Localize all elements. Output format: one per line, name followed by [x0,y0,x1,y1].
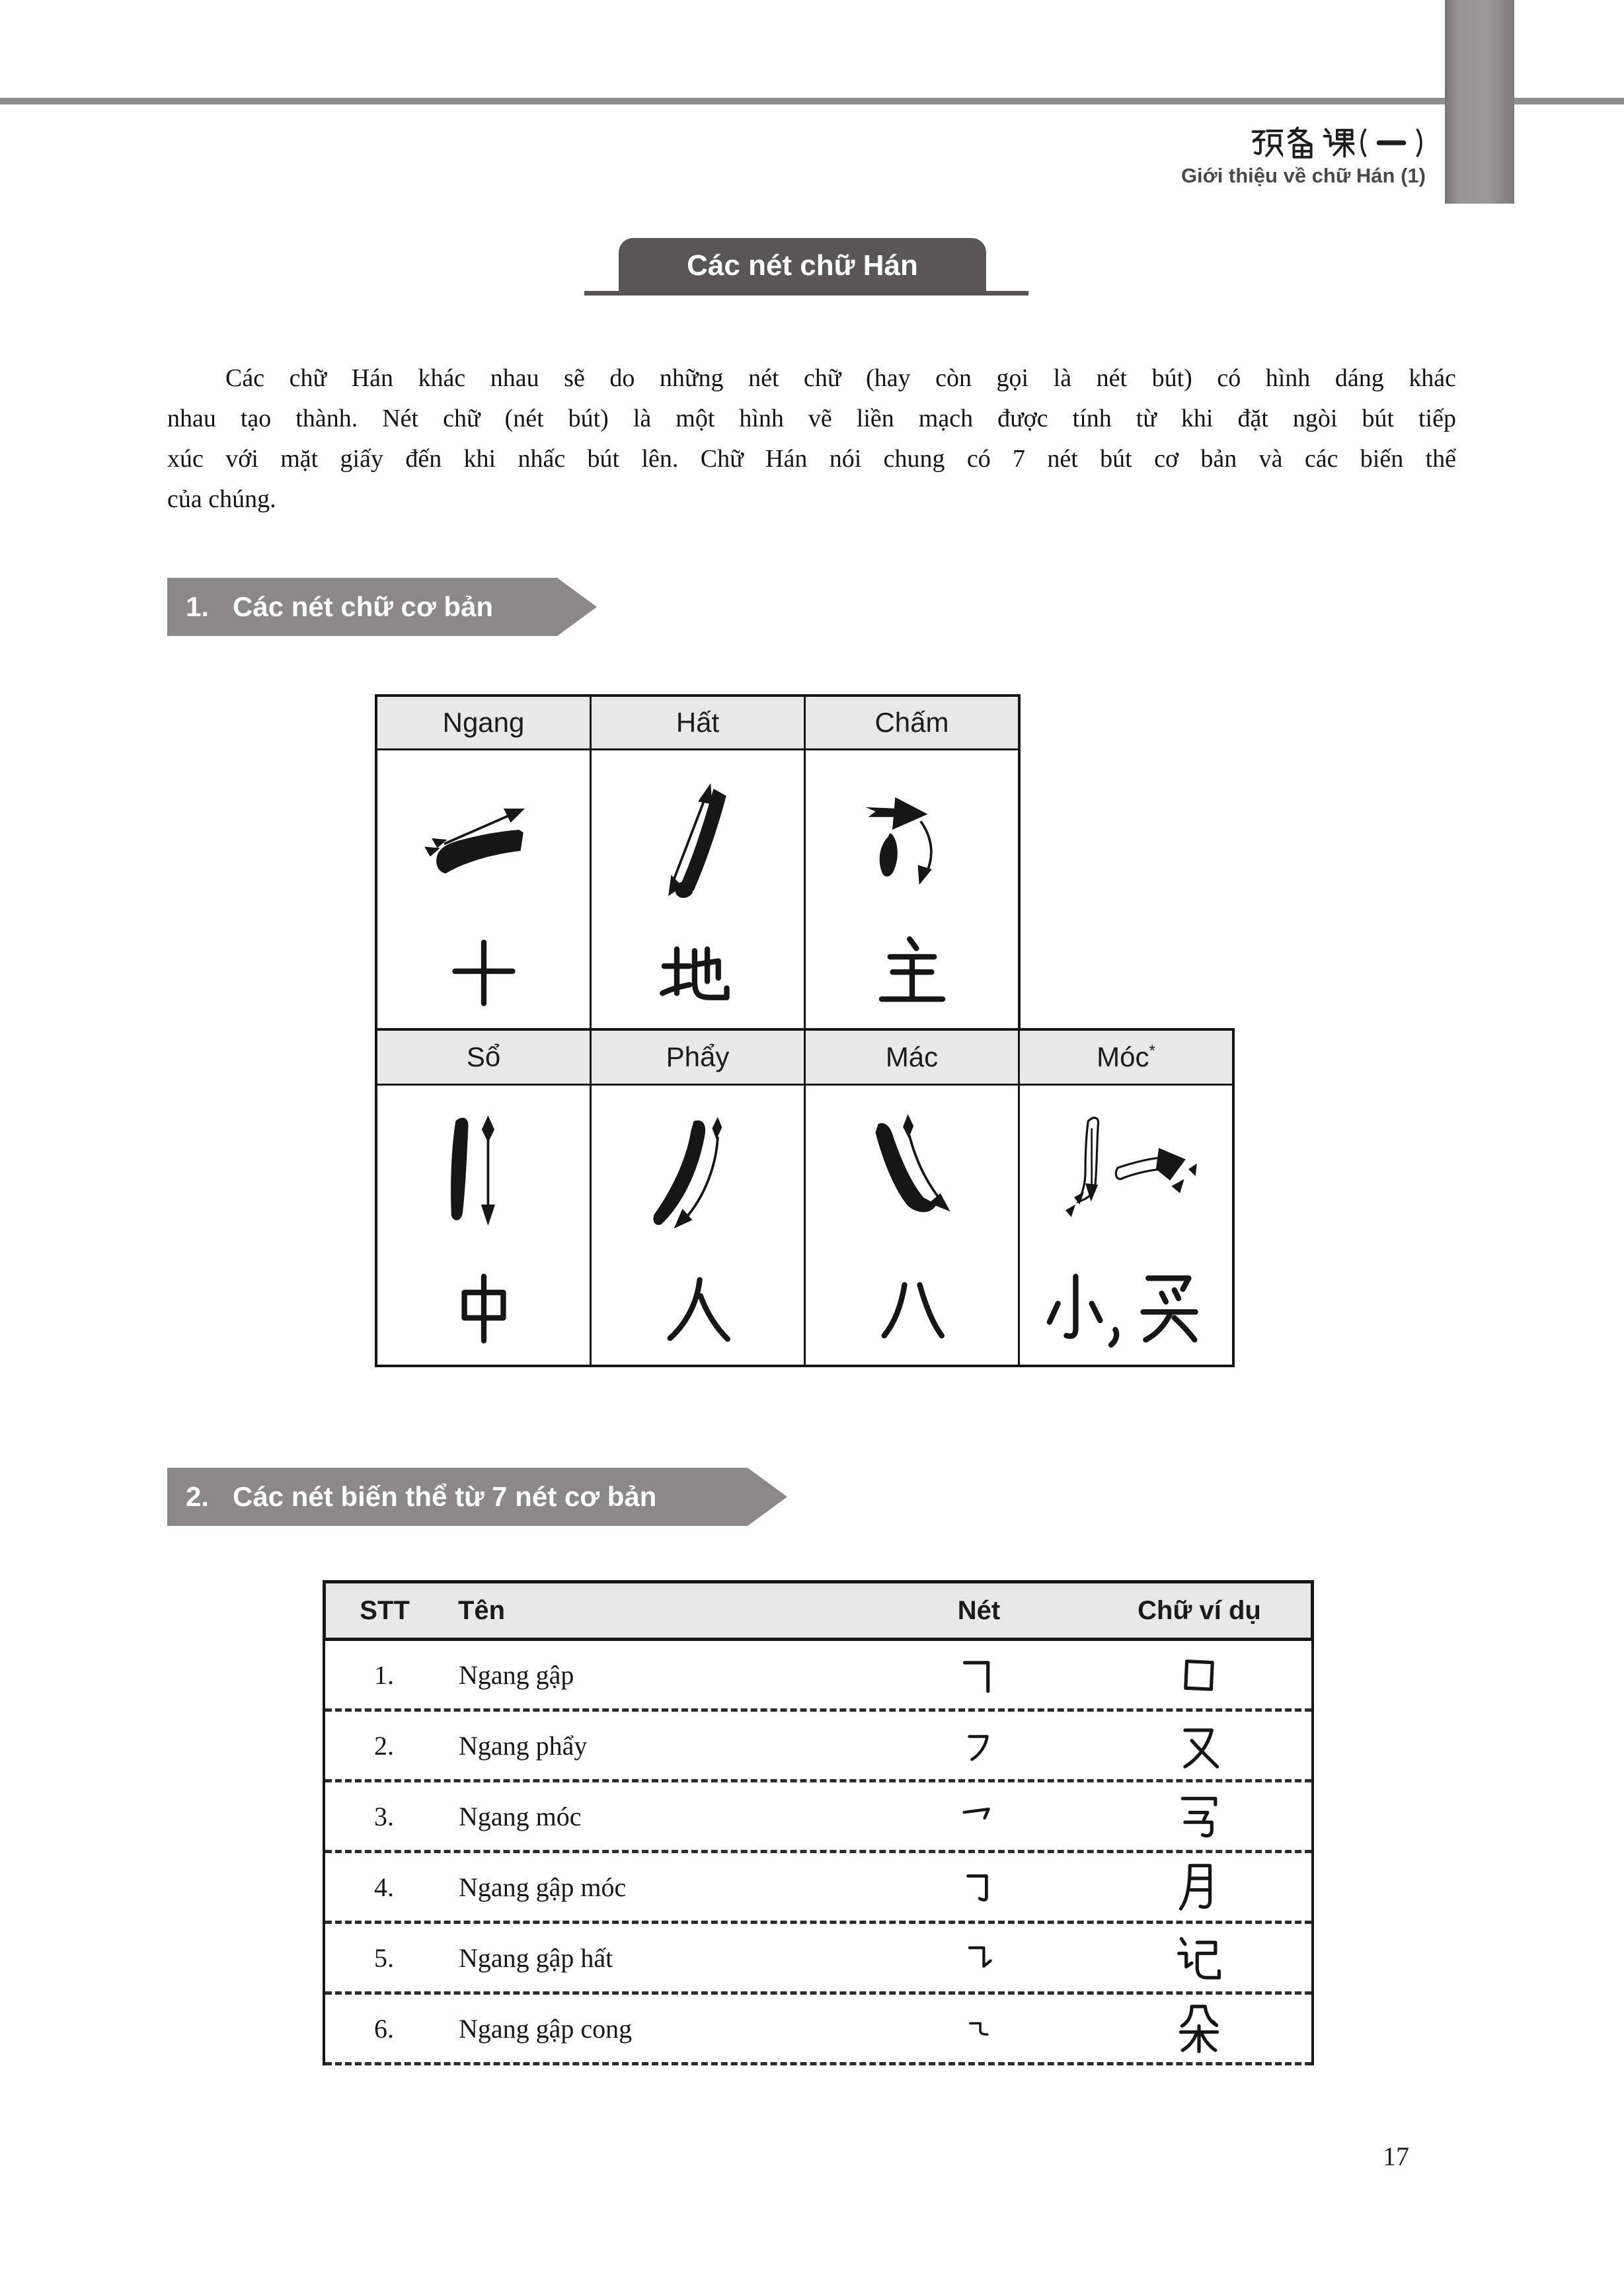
corner-tab-bar [1445,0,1514,204]
page-header [1181,123,1426,188]
cjk-char-yu-icon [1250,126,1283,159]
section2-banner [167,1468,748,1526]
example-character [1084,1927,1313,1988]
table-row [325,1995,1311,2065]
section2-title: Các nét biến thể từ 7 nét cơ bản [233,1481,657,1512]
top-horizontal-rule [0,98,1624,104]
section2-number: 2. [186,1481,210,1512]
example-character [1084,1786,1313,1847]
stroke-glyph-henggou-icon [954,1797,1002,1835]
example-character-zhong [442,1265,526,1350]
basic-strokes-table [375,694,1235,1367]
lesson-title-cjk [1181,123,1426,161]
example-character-ba [870,1265,954,1350]
calligraphic-stroke [451,1118,468,1220]
stroke-glyph-hengzhewan-icon [963,2013,993,2044]
derived-strokes-table [323,1580,1314,2065]
lesson-subtitle: Giới thiệu về chữ Hán (1) [1180,164,1426,187]
example-character-ji [1169,1927,1229,1988]
section1-title: Các nét chữ cơ bản [233,591,494,622]
stroke-name: Ngang móc [459,1801,582,1831]
section1-number: 1. [186,591,210,622]
row-number: 2. [374,1730,394,1761]
stroke-glyph [872,2013,1084,2044]
stroke-glyph [872,1652,1084,1697]
example-character-shi [442,929,526,1014]
stroke-header-cham: Chấm [806,697,1018,748]
intro-paragraph [167,358,1456,520]
derived-strokes-table-header [323,1580,1314,1641]
stroke-cell-cham [806,750,1018,1028]
table-row [325,1641,1311,1712]
stroke-cell-phay [592,1086,804,1365]
column-header-stt: STT [360,1595,410,1625]
stroke-header-moc-label: Móc [1097,1041,1149,1072]
example-character-zhu [870,929,954,1014]
main-title-text: Các nét chữ Hán [687,249,918,282]
intro-line: của chúng. [167,485,276,513]
intro-line: xúc với mặt giấy đến khi nhấc bút lên. Chữ Hán nói chung có 7 nét bút cơ bản và các biến thể [167,445,1456,473]
stroke-name: Ngang gập hất [459,1942,613,1973]
example-character-kou [1169,1644,1229,1705]
stroke-cell-moc [1020,1086,1232,1365]
stroke-glyph-hengzhegou-icon [958,1866,999,1907]
cjk-char-ke-icon [1321,126,1354,159]
table-row [325,1853,1311,1924]
stroke-glyph-hengzhe-icon [956,1652,1001,1697]
example-character [1084,1856,1313,1917]
stroke-name: Ngang gập móc [459,1872,627,1902]
stroke-header-phay: Phẩy [592,1031,804,1084]
direction-arrow-icon [481,1115,494,1226]
example-character [1084,1998,1313,2059]
stroke-name: Ngang gập cong [459,2013,633,2044]
row-number: 5. [374,1942,394,1973]
column-header-ten: Tên [458,1595,506,1625]
basic-strokes-bottom-grid [375,1028,1235,1367]
stroke-glyph [872,1866,1084,1907]
stroke-cell-hat [592,750,804,1028]
stroke-cell-ngang [377,750,590,1028]
page-number: 17 [1383,2141,1409,2171]
stroke-header-hat: Hất [592,697,804,748]
section1-banner [167,578,557,636]
direction-arrow-icon [1155,1148,1196,1193]
example-character [1084,1644,1313,1705]
stroke-cell-so [377,1086,590,1365]
stroke-glyph-hengpie-icon [959,1726,997,1765]
stroke-illustration-phay [627,1103,769,1258]
derived-strokes-table-body [323,1641,1314,2065]
main-title-underline [584,291,1028,296]
example-character-ren [656,1265,740,1350]
intro-line: nhau tạo thành. Nét chữ (nét bút) là một hình vẽ liền mạch được tính từ khi đặt ngòi bút tiếp [167,405,1456,432]
column-header-vidu: Chữ ví dụ [1138,1595,1261,1625]
stroke-name: Ngang phẩy [459,1730,588,1761]
table-row [325,1782,1311,1853]
calligraphic-stroke [653,1121,705,1225]
row-number: 6. [374,2013,394,2044]
stroke-glyph [872,1797,1084,1835]
table-row [325,1712,1311,1782]
example-character-di [656,929,740,1014]
example-character-yue [1169,1856,1229,1917]
row-number: 1. [374,1659,394,1690]
example-character [1084,1715,1313,1776]
cjk-parens-one-icon [1357,126,1426,158]
intro-line: Các chữ Hán khác nhau sẽ do những nét chữ (hay còn gọi là nét bút) có hình dáng khác [225,364,1456,392]
stroke-illustration-mac [841,1103,984,1258]
column-header-net: Nét [957,1595,1001,1625]
row-number: 4. [374,1872,394,1902]
stroke-illustration-ngang [412,768,555,923]
stroke-illustration-cham [841,768,984,923]
stroke-name: Ngang gập [459,1659,574,1690]
stroke-illustration-hat [627,768,769,923]
example-character-you [1169,1715,1229,1776]
stroke-header-moc [1020,1031,1232,1084]
direction-arrow-icon [865,797,931,885]
example-character-xie [1169,1786,1229,1847]
row-number: 3. [374,1801,394,1831]
footnote-marker: * [1149,1042,1155,1060]
cjk-char-bei-icon [1286,126,1319,159]
stroke-illustration-moc [1055,1103,1198,1258]
table-row [325,1924,1311,1995]
stroke-glyph [872,1726,1084,1765]
stroke-header-so: Sổ [377,1031,590,1084]
calligraphic-stroke [879,833,897,876]
stroke-header-ngang: Ngang [377,697,590,748]
basic-strokes-top-grid [375,694,1021,1031]
calligraphic-stroke [436,830,523,873]
example-character-duo [1169,1998,1229,2059]
main-title-banner [619,238,986,293]
stroke-glyph-hengzheti-icon [960,1939,997,1976]
stroke-glyph [872,1939,1084,1976]
stroke-illustration-so [412,1103,555,1258]
stroke-cell-mac [806,1086,1018,1365]
stroke-header-mac: Mác [806,1031,1018,1084]
calligraphic-stroke [875,1123,936,1213]
example-characters-xiao-mai [1038,1265,1215,1350]
